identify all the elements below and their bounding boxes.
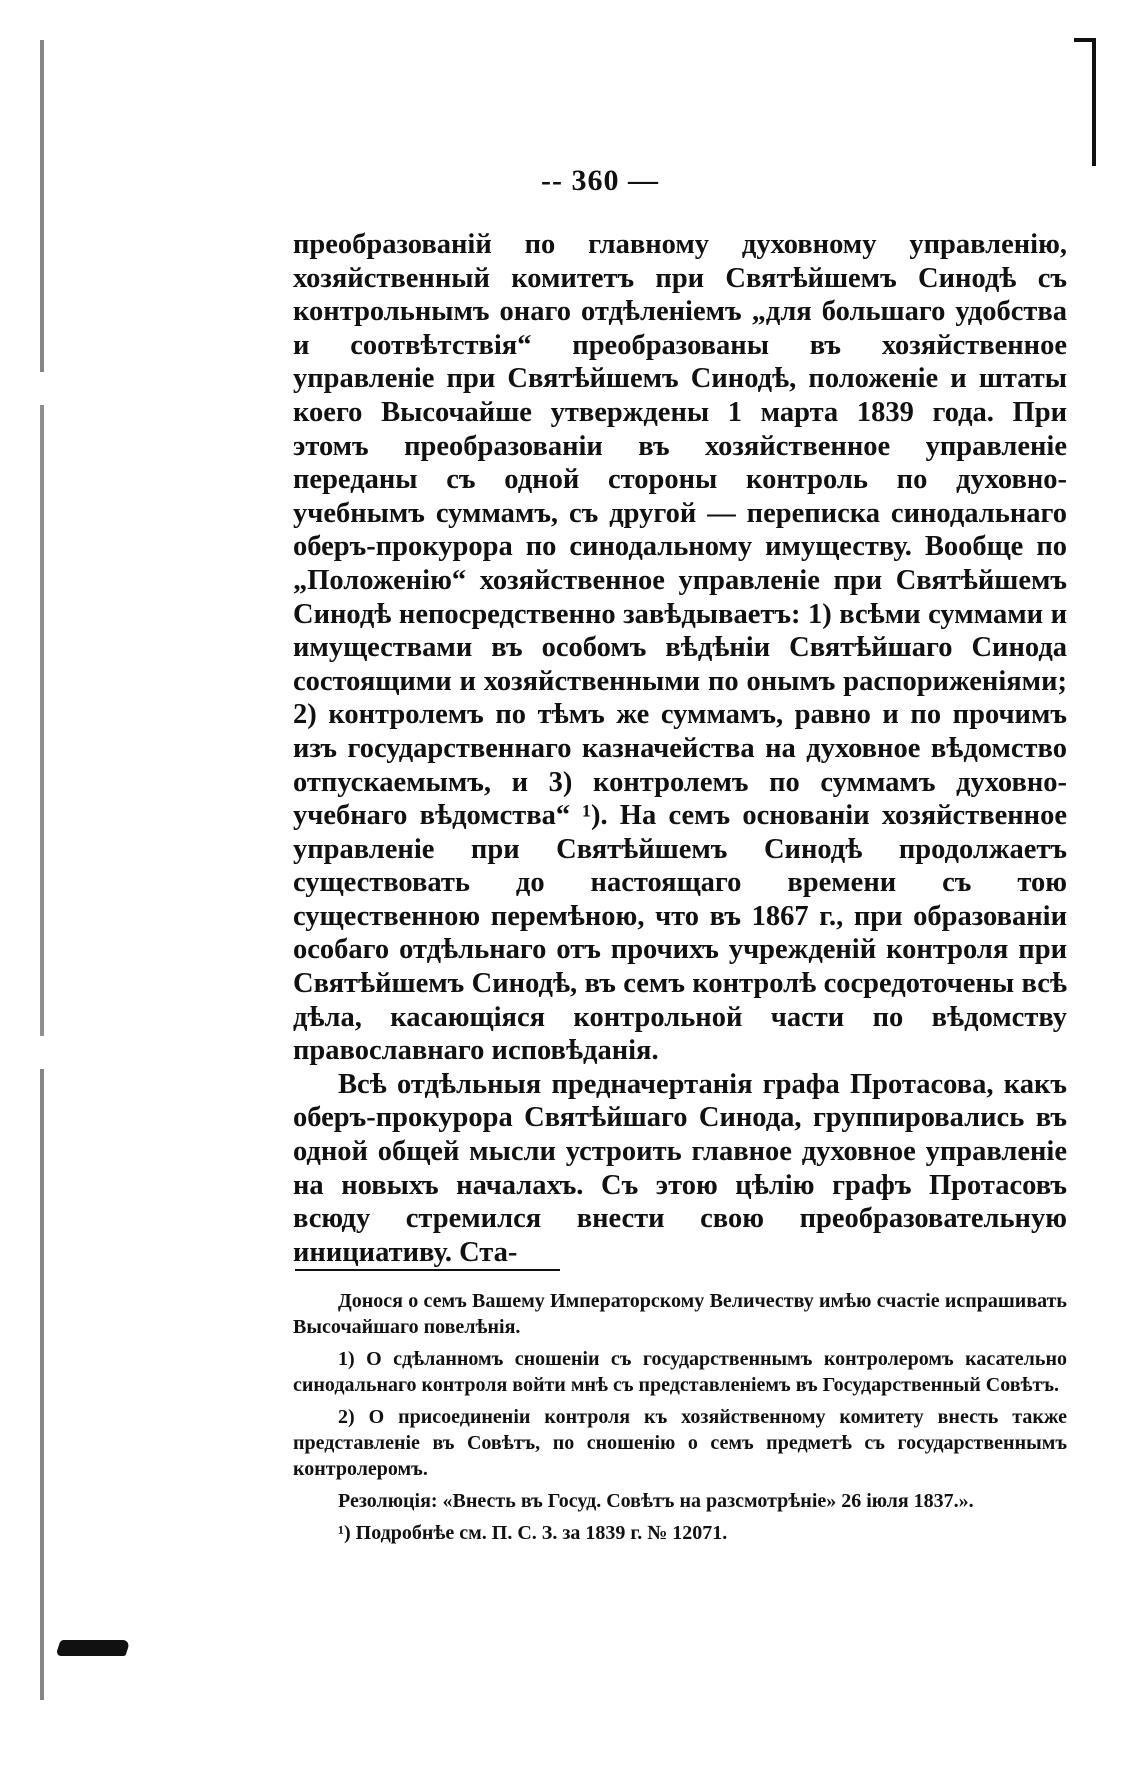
footnote: Резолюція: «Внесть въ Госуд. Совѣтъ на разсмотрѣніе» 26 іюля 1837.». [338, 1490, 974, 1512]
footnote: 2) О присоединеніи контроля къ хозяйственному комитету внесть также представленіе въ Совѣтъ, по сношенію о семъ предметѣ съ государственнымъ контролеромъ. [293, 1406, 1067, 1480]
page-number: -- 360 — [541, 164, 659, 197]
paragraph: Всѣ отдѣльныя предначертанія графа Протасова, какъ оберъ-прокурора Святѣйшаго Синода, группировались въ одной общей мысли устроить главное духовное управленіе на новыхъ началахъ. Съ этою цѣлію графъ Протасовъ всюду стремился внести свою преобразовательную инициативу. Ста- [293, 1068, 1067, 1268]
paragraph: преобразованій по главному духовному управленію, хозяйственный комитетъ при Святѣйшемъ Синодѣ съ контрольнымъ онаго отдѣленіемъ „для большаго удобства и соотвѣтствія“ преобразованы въ хозяйственное управленіе при Святѣйшемъ Синодѣ, положеніе и штаты коего Высочайше утверждены 1 марта 1839 года. При этомъ преобразованіи въ хозяйственное управленіе переданы съ одной стороны контроль по духовно-учебнымъ суммамъ, съ другой — переписка синодальнаго оберъ-прокурора по синодальному имуществу. Вообще по „Положенію“ хозяйственное управленіе при Святѣйшемъ Синодѣ непосредственно завѣдываетъ: 1) всѣми суммами и имуществами въ особомъ вѣдѣніи Святѣйшаго Синода состоящими и хозяйственными по онымъ распориженіями; 2) контролемъ по тѣмъ же суммамъ, равно и по прочимъ изъ государственнаго казначейства на духовное вѣдомство отпускаемымъ, и 3) контролемъ по суммамъ духовно-учебнаго вѣдомства“ ¹). На семъ основаніи хозяйственное управленіе при Святѣйшемъ Синодѣ продолжаетъ существовать до настоящаго времени съ тою существенною перемѣною, что въ 1867 г., при образованіи особаго отдѣльнаго отъ прочихъ учрежденій контроля при Святѣйшемъ Синодѣ, въ семъ контролѣ сосредоточены всѣ дѣла, касающіяся контрольной части по вѣдомству православнаго исповѣданія. [293, 229, 1067, 1067]
scan-border-right-tick [1074, 38, 1096, 42]
main-text [293, 228, 1067, 1269]
footnote: ¹) Подробнѣе см. П. С. З. за 1839 г. № 12071. [338, 1522, 728, 1544]
scan-border-left [40, 40, 44, 1700]
footnotes [293, 1288, 1067, 1552]
scan-smudge [55, 1640, 130, 1656]
footnote: Донося о семъ Вашему Императорскому Величеству имѣю счастіе испрашивать Высочайшаго повелѣнія. [293, 1290, 1067, 1338]
footnote: 1) О сдѣланномъ сношеніи съ государственнымъ контролеромъ касательно синодальнаго контроля войти мнѣ съ представленіемъ въ Государственный Совѣтъ. [293, 1348, 1067, 1396]
footnote-separator [295, 1269, 560, 1271]
scan-border-right [1092, 38, 1096, 166]
